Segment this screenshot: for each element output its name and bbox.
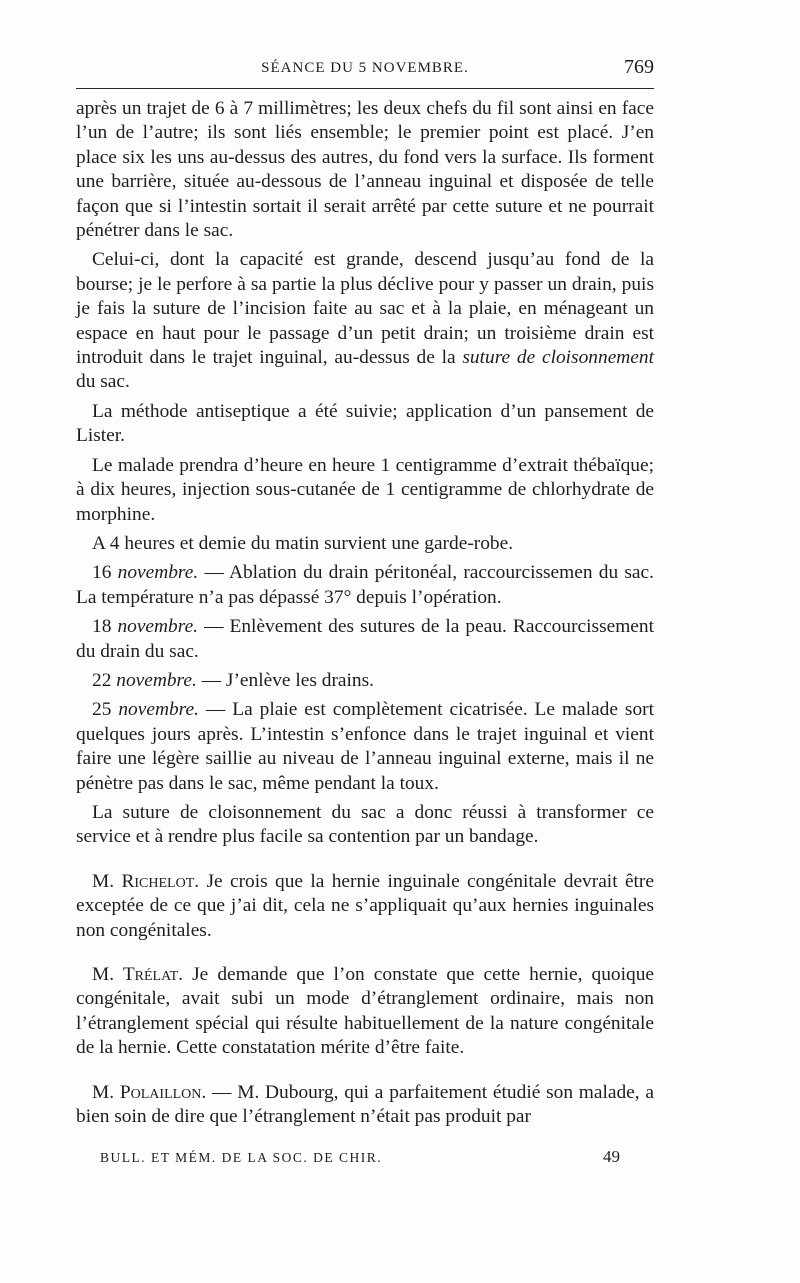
dated-entry: 18 novembre. — Enlèvement des sutures de la peau. Raccourcissement du drain du sac.: [76, 616, 654, 662]
dated-entry: 22 novembre. — J’enlève les drains.: [92, 669, 375, 691]
italic-term: suture de cloisonnement: [462, 347, 654, 369]
paragraph: La méthode antiseptique a été suivie; application d’un pansement de Lister.: [76, 400, 654, 447]
running-head-title: SÉANCE DU 5 NOVEMBRE.: [261, 60, 469, 76]
dated-entry: 16 novembre. — Ablation du drain péritonéal, raccourcissemen du sac. La température n’a pas dépassé 37° depuis l’opération.: [76, 562, 654, 608]
journal-line: BULL. ET MÉM. DE LA SOC. DE CHIR.: [100, 1150, 383, 1165]
speaker-paragraph: M. Trélat. Je demande que l’on constate que cette hernie, quoique congénitale, avait subi un mode d’étranglement ordinaire, mais non l’étranglement spécial qui résulte habituellement de la nature congénitale de la hernie. Cette constatation mérite d’être faite.: [76, 964, 654, 1059]
page-number: 769: [624, 56, 654, 78]
speaker-paragraph: M. Polaillon. — M. Dubourg, qui a parfaitement étudié son malade, a bien soin de dire que l’étranglement n’était pas produit par: [76, 1081, 655, 1128]
header-rule: [76, 88, 654, 89]
dated-entry: 25 novembre. — La plaie est complètement cicatrisée. Le malade sort quelques jours après. L’intestin s’enfonce dans le trajet inguinal et vient faire une légère saillie au niveau de l’anneau inguinal externe, mais il ne pénètre pas dans le sac, même pendant la toux.: [76, 699, 654, 794]
signature-number: 49: [603, 1147, 620, 1166]
page-footer: [100, 1147, 620, 1174]
speaker-name: M. Trélat.: [92, 964, 184, 985]
paragraph: après un trajet de 6 à 7 millimètres; les deux chefs du fil sont ainsi en face l’un de l’autre; ils sont liés ensemble; le premier point est placé. J’en place six les uns au-dessus des autres, du fond vers la surface. Ils forment une barrière, située au-dessous de l’anneau inguinal et disposée de telle façon que si l’intestin sortait il serait arrêté par cette suture et ne pourrait pénétrer dans le sac.: [76, 98, 654, 242]
paragraph: Le malade prendra d’heure en heure 1 centigramme d’extrait thébaïque; à dix heures, injection sous-cutanée de 1 centigramme de chlorhydrate de morphine.: [76, 454, 654, 525]
running-head: [76, 58, 654, 84]
speaker-paragraph: M. Richelot. Je crois que la hernie inguinale congénitale devrait être exceptée de ce que j’ai dit, cela ne s’appliquait qu’aux hernies inguinales non congénitales.: [76, 870, 654, 941]
speaker-name: M. Richelot.: [92, 870, 200, 892]
paragraph: La suture de cloisonnement du sac a donc réussi à transformer ce service et à rendre plus facile sa contention par un bandage.: [76, 801, 654, 848]
paragraph: A 4 heures et demie du matin survient une garde-robe.: [92, 532, 514, 554]
paragraph: Celui-ci, dont la capacité est grande, descend jusqu’au fond de la bourse; je le perfore à sa partie la plus déclive pour y passer un drain, puis je fais la suture de l’incision faite au sac et à la plaie, en ménageant un espace en haut pour le passage d’un petit drain; un troisième drain est introduit dans le trajet inguinal, au-dessus de la suture de cloisonnement du sac.: [76, 249, 654, 393]
speaker-name: M. Polaillon.: [92, 1081, 207, 1103]
body-text: [76, 97, 654, 1134]
